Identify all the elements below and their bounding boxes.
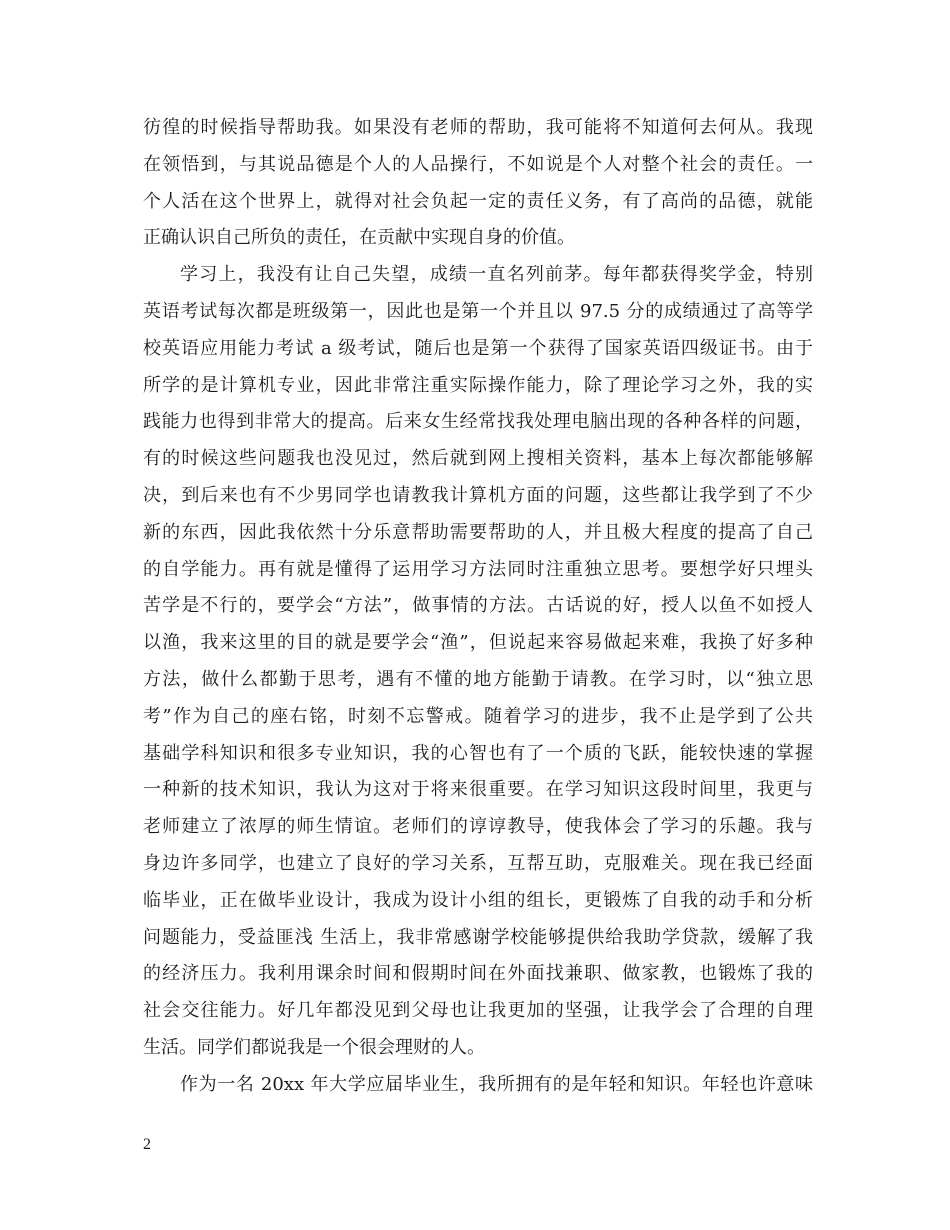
page-number: 2: [143, 1136, 151, 1153]
text-line: 个人活在这个世界上，就得对社会负起一定的责任义务，有了高尚的品德，就能: [143, 190, 813, 212]
text-line: 践能力也得到非常大的提高。后来女生经常找我处理电脑出现的各种各样的问题，: [143, 411, 813, 433]
text-line: 生活。同学们都说我是一个很会理财的人。: [143, 1036, 485, 1058]
body-text: [143, 110, 813, 1104]
text-line: 在领悟到，与其说品德是个人的人品操行，不如说是个人对整个社会的责任。一: [143, 153, 813, 175]
text-line: 临毕业，正在做毕业设计，我成为设计小组的组长，更锻炼了自我的动手和分析: [143, 889, 813, 911]
text-line: 社会交往能力。好几年都没见到父母也让我更加的坚强，让我学会了合理的自理: [143, 1000, 813, 1022]
text-line: 基础学科知识和很多专业知识，我的心智也有了一个质的飞跃，能较快速的掌握: [143, 742, 813, 764]
text-line: 的经济压力。我利用课余时间和假期时间在外面找兼职、做家教，也锻炼了我的: [143, 963, 813, 985]
text-line: 苦学是不行的，要学会“方法”，做事情的方法。古话说的好，授人以鱼不如授人: [143, 595, 813, 617]
text-line: 方法，做什么都勤于思考，遇有不懂的地方能勤于请教。在学习时，以“独立思: [143, 668, 813, 690]
text-line: 作为一名 20xx 年大学应届毕业生，我所拥有的是年轻和知识。年轻也许意味: [180, 1073, 813, 1095]
text-line: 所学的是计算机专业，因此非常注重实际操作能力，除了理论学习之外，我的实: [143, 374, 813, 396]
text-line: 有的时候这些问题我也没见过，然后就到网上搜相关资料，基本上每次都能够解: [143, 448, 813, 470]
text-line: 英语考试每次都是班级第一，因此也是第一个并且以 97.5 分的成绩通过了高等学: [143, 300, 813, 322]
text-line: 学习上，我没有让自己失望，成绩一直名列前茅。每年都获得奖学金，特别: [180, 264, 813, 286]
text-line: 以渔，我来这里的目的就是要学会“渔”，但说起来容易做起来难，我换了好多种: [143, 632, 813, 654]
text-line: 问题能力，受益匪浅 生活上，我非常感谢学校能够提供给我助学贷款，缓解了我: [143, 926, 813, 948]
text-line: 一种新的技术知识，我认为这对于将来很重要。在学习知识这段时间里，我更与: [143, 779, 813, 801]
text-line: 新的东西，因此我依然十分乐意帮助需要帮助的人，并且极大程度的提高了自己: [143, 521, 813, 543]
text-line: 老师建立了浓厚的师生情谊。老师们的谆谆教导，使我体会了学习的乐趣。我与: [143, 816, 813, 838]
text-line: 的自学能力。再有就是懂得了运用学习方法同时注重独立思考。要想学好只埋头: [143, 558, 813, 580]
text-line: 正确认识自己所负的责任，在贡献中实现自身的价值。: [143, 227, 575, 249]
text-line: 身边许多同学，也建立了良好的学习关系，互帮互助，克服难关。现在我已经面: [143, 852, 813, 874]
text-line: 校英语应用能力考试 a 级考试，随后也是第一个获得了国家英语四级证书。由于: [143, 337, 813, 359]
text-line: 考”作为自己的座右铭，时刻不忘警戒。随着学习的进步，我不止是学到了公共: [143, 705, 813, 727]
text-line: 决，到后来也有不少男同学也请教我计算机方面的问题，这些都让我学到了不少: [143, 484, 813, 506]
text-line: 彷徨的时候指导帮助我。如果没有老师的帮助，我可能将不知道何去何从。我现: [143, 117, 813, 138]
